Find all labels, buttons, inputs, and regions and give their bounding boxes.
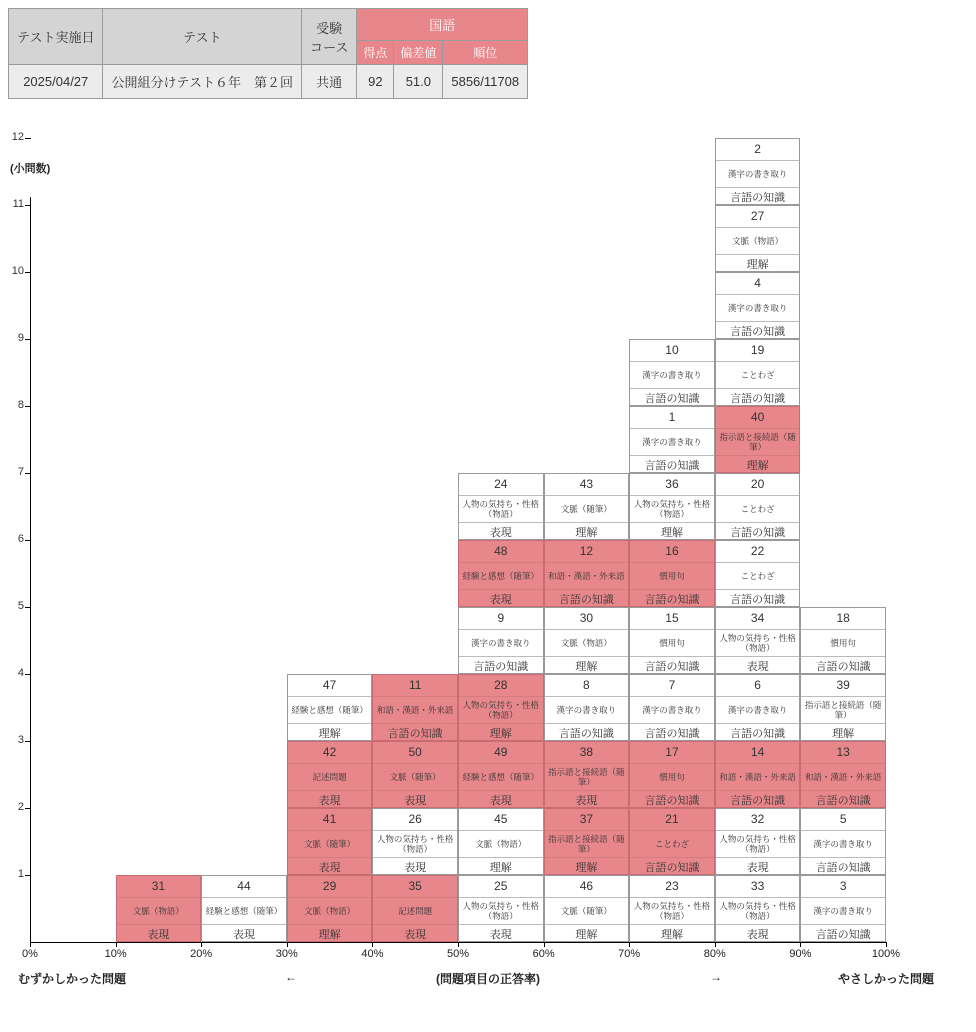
question-category: 表現 (404, 862, 427, 874)
question-cell[interactable] (715, 473, 801, 540)
question-topic: 文脈（随筆） (545, 496, 629, 523)
question-number: 47 (288, 675, 372, 697)
question-cell[interactable] (544, 674, 630, 741)
question-category: 理解 (832, 728, 855, 740)
y-axis-line (30, 197, 31, 942)
question-category: 表現 (746, 929, 769, 941)
question-category: 言語の知識 (730, 192, 786, 204)
question-cell[interactable] (458, 875, 544, 942)
question-number: 46 (545, 876, 629, 898)
question-category: 言語の知識 (644, 594, 700, 606)
header-deviation: 偏差値 (394, 41, 443, 65)
question-number: 37 (545, 809, 629, 831)
question-number: 31 (117, 876, 201, 898)
question-cell[interactable] (116, 875, 202, 942)
question-number: 24 (459, 474, 543, 496)
y-tick-label: 11 (12, 198, 24, 210)
question-cell[interactable] (800, 741, 886, 808)
x-tick-label: 40% (361, 948, 384, 960)
y-tick-mark (25, 808, 31, 809)
question-cell[interactable] (715, 205, 801, 272)
question-cell[interactable] (800, 875, 886, 942)
question-number: 43 (545, 474, 629, 496)
question-cell[interactable] (287, 741, 373, 808)
question-category: 理解 (575, 661, 598, 673)
question-category: 理解 (575, 527, 598, 539)
y-tick-mark (25, 406, 31, 407)
question-category: 言語の知識 (558, 594, 614, 606)
question-topic: 人物の気持ち・性格（物語） (716, 898, 800, 925)
cell-date: 2025/04/27 (9, 65, 103, 99)
question-category: 言語の知識 (644, 393, 700, 405)
question-topic: 人物の気持ち・性格（物語） (459, 898, 543, 925)
question-category: 理解 (489, 862, 512, 874)
x-tick-mark (544, 942, 545, 947)
question-topic: 漢字の書き取り (801, 898, 885, 925)
question-topic: 文脈（物語） (716, 228, 800, 255)
question-category: 言語の知識 (815, 862, 871, 874)
question-cell[interactable] (629, 741, 715, 808)
question-category: 理解 (318, 728, 341, 740)
question-topic: 漢字の書き取り (630, 429, 714, 456)
question-category: 言語の知識 (473, 661, 529, 673)
question-number: 23 (630, 876, 714, 898)
question-topic: 漢字の書き取り (545, 697, 629, 724)
question-cell[interactable] (544, 607, 630, 674)
question-topic: 経験と感想（随筆） (202, 898, 286, 925)
y-tick-mark (25, 272, 31, 273)
question-number: 30 (545, 608, 629, 630)
question-topic: 人物の気持ち・性格（物語） (459, 496, 543, 523)
question-category: 言語の知識 (730, 594, 786, 606)
question-cell[interactable] (372, 674, 458, 741)
question-cell[interactable] (715, 875, 801, 942)
y-tick-mark (25, 540, 31, 541)
question-topic: 文脈（随筆） (545, 898, 629, 925)
y-tick-label: 5 (17, 600, 24, 612)
question-number: 22 (716, 541, 800, 563)
question-number: 34 (716, 608, 800, 630)
question-cell[interactable] (715, 339, 801, 406)
question-cell[interactable] (629, 339, 715, 406)
question-number: 45 (459, 809, 543, 831)
y-tick-label: 6 (17, 533, 24, 545)
question-cell[interactable] (544, 808, 630, 875)
question-category: 表現 (404, 795, 427, 807)
question-category: 言語の知識 (644, 728, 700, 740)
question-category: 言語の知識 (387, 728, 443, 740)
question-topic: 和語・漢語・外来語 (716, 764, 800, 791)
question-number: 32 (716, 809, 800, 831)
header-test: テスト (103, 9, 301, 65)
question-topic: 経験と感想（随筆） (459, 563, 543, 590)
y-tick-label: 1 (17, 868, 24, 880)
y-axis-label: (小問数) (10, 163, 51, 175)
header-subject: 国語 (357, 9, 528, 41)
question-topic: 経験と感想（随筆） (288, 697, 372, 724)
x-tick-mark (458, 942, 459, 947)
x-tick-mark (629, 942, 630, 947)
question-category: 言語の知識 (730, 326, 786, 338)
y-tick-mark (25, 875, 31, 876)
question-category: 言語の知識 (644, 795, 700, 807)
report-page (0, 8, 976, 1032)
question-category: 言語の知識 (644, 661, 700, 673)
cell-rank: 5856/11708 (443, 65, 528, 99)
y-tick-label: 7 (17, 466, 24, 478)
x-tick-label: 100% (871, 948, 901, 960)
question-topic: ことわざ (716, 496, 800, 523)
header-course-line2: コース (309, 39, 349, 55)
question-number: 40 (716, 407, 800, 429)
y-tick-label: 8 (17, 399, 24, 411)
question-category: 表現 (489, 527, 512, 539)
question-cell[interactable] (458, 540, 544, 607)
question-number: 36 (630, 474, 714, 496)
question-topic: ことわざ (716, 362, 800, 389)
question-topic: 記述問題 (288, 764, 372, 791)
question-number: 26 (373, 809, 457, 831)
question-number: 33 (716, 876, 800, 898)
question-topic: 人物の気持ち・性格（物語） (716, 831, 800, 858)
question-category: 言語の知識 (644, 862, 700, 874)
table-header-row (9, 9, 528, 41)
x-tick-label: 70% (618, 948, 641, 960)
question-topic: 人物の気持ち・性格（物語） (630, 496, 714, 523)
question-cell[interactable] (715, 741, 801, 808)
question-category: 理解 (575, 862, 598, 874)
x-tick-mark (372, 942, 373, 947)
question-category: 理解 (660, 527, 683, 539)
question-topic: 人物の気持ち・性格（物語） (459, 697, 543, 724)
question-category: 表現 (489, 929, 512, 941)
question-cell[interactable] (372, 808, 458, 875)
question-number: 20 (716, 474, 800, 496)
question-category: 表現 (746, 862, 769, 874)
question-cell[interactable] (287, 674, 373, 741)
x-tick-label: 50% (446, 948, 470, 960)
x-tick-mark (201, 942, 202, 947)
question-cell[interactable] (544, 741, 630, 808)
question-distribution-chart (0, 131, 976, 1013)
question-number: 49 (459, 742, 543, 764)
question-category: 言語の知識 (730, 527, 786, 539)
question-topic: ことわざ (716, 563, 800, 590)
x-tick-mark (715, 942, 716, 947)
header-score: 得点 (357, 41, 394, 65)
question-category: 表現 (318, 862, 341, 874)
y-tick-label: 2 (17, 801, 24, 813)
question-number: 2 (716, 139, 800, 161)
question-category: 言語の知識 (644, 460, 700, 472)
question-cell[interactable] (800, 808, 886, 875)
question-number: 19 (716, 340, 800, 362)
question-topic: 文脈（随筆） (373, 764, 457, 791)
header-course-line1: 受験 (316, 20, 343, 36)
question-category: 表現 (489, 594, 512, 606)
question-number: 1 (630, 407, 714, 429)
question-number: 42 (288, 742, 372, 764)
question-number: 39 (801, 675, 885, 697)
question-topic: 漢字の書き取り (716, 295, 800, 322)
y-tick-label: 4 (17, 667, 24, 679)
x-tick-mark (800, 942, 801, 947)
question-category: 理解 (746, 259, 769, 271)
question-cell[interactable] (629, 875, 715, 942)
x-tick-label: 80% (703, 948, 726, 960)
question-cell[interactable] (715, 138, 801, 205)
x-tick-label: 30% (275, 948, 298, 960)
question-cell[interactable] (458, 741, 544, 808)
y-tick-mark (25, 205, 31, 206)
question-number: 3 (801, 876, 885, 898)
question-cell[interactable] (458, 674, 544, 741)
question-topic: 人物の気持ち・性格（物語） (716, 630, 800, 657)
y-tick-mark (25, 607, 31, 608)
question-number: 18 (801, 608, 885, 630)
question-cell[interactable] (715, 607, 801, 674)
question-topic: 漢字の書き取り (716, 161, 800, 188)
question-cell[interactable] (629, 808, 715, 875)
question-topic: 指示語と接続語（随筆） (545, 831, 629, 858)
question-topic: 漢字の書き取り (630, 362, 714, 389)
question-number: 12 (545, 541, 629, 563)
table-row (9, 65, 528, 99)
question-topic: 漢字の書き取り (630, 697, 714, 724)
question-number: 10 (630, 340, 714, 362)
question-number: 35 (373, 876, 457, 898)
y-tick-label: 3 (17, 734, 24, 746)
cell-score: 92 (357, 65, 394, 99)
question-number: 50 (373, 742, 457, 764)
question-category: 言語の知識 (730, 393, 786, 405)
question-number: 8 (545, 675, 629, 697)
question-cell[interactable] (715, 406, 801, 473)
question-number: 28 (459, 675, 543, 697)
question-topic: 和語・漢語・外来語 (373, 697, 457, 724)
question-category: 理解 (575, 929, 598, 941)
x-tick-label: 60% (532, 948, 555, 960)
question-topic: 人物の気持ち・性格（物語） (373, 831, 457, 858)
question-category: 言語の知識 (558, 728, 614, 740)
summary-table (8, 8, 528, 99)
question-number: 21 (630, 809, 714, 831)
question-category: 表現 (318, 795, 341, 807)
question-category: 表現 (404, 929, 427, 941)
question-cell[interactable] (800, 674, 886, 741)
question-number: 29 (288, 876, 372, 898)
question-number: 15 (630, 608, 714, 630)
question-number: 16 (630, 541, 714, 563)
x-tick-label: 20% (190, 948, 213, 960)
y-tick-mark (25, 339, 31, 340)
question-cell[interactable] (715, 272, 801, 339)
question-cell[interactable] (629, 473, 715, 540)
question-cell[interactable] (629, 607, 715, 674)
question-number: 41 (288, 809, 372, 831)
question-number: 13 (801, 742, 885, 764)
question-number: 7 (630, 675, 714, 697)
question-topic: 漢字の書き取り (459, 630, 543, 657)
question-cell[interactable] (544, 875, 630, 942)
question-cell[interactable] (458, 607, 544, 674)
cell-test: 公開組分けテスト６年 第２回 (103, 65, 301, 99)
question-number: 25 (459, 876, 543, 898)
question-number: 6 (716, 675, 800, 697)
question-topic: 慣用句 (630, 563, 714, 590)
x-tick-label: 0% (22, 948, 38, 960)
y-tick-mark (25, 674, 31, 675)
question-category: 理解 (318, 929, 341, 941)
question-cell[interactable] (201, 875, 287, 942)
question-cell[interactable] (544, 540, 630, 607)
question-topic: 文脈（物語） (545, 630, 629, 657)
header-course (301, 9, 356, 65)
question-number: 48 (459, 541, 543, 563)
question-number: 44 (202, 876, 286, 898)
question-number: 9 (459, 608, 543, 630)
question-category: 理解 (660, 929, 683, 941)
y-tick-label: 12 (11, 131, 24, 143)
question-topic: ことわざ (630, 831, 714, 858)
question-topic: 人物の気持ち・性格（物語） (630, 898, 714, 925)
x-tick-mark (287, 942, 288, 947)
question-category: 言語の知識 (815, 661, 871, 673)
question-cell[interactable] (458, 473, 544, 540)
question-cell[interactable] (287, 808, 373, 875)
question-number: 4 (716, 273, 800, 295)
question-category: 言語の知識 (730, 795, 786, 807)
x-tick-mark (30, 942, 31, 947)
x-tick-label: 10% (104, 948, 127, 960)
y-tick-label: 9 (17, 332, 24, 344)
question-topic: 慣用句 (801, 630, 885, 657)
header-date: テスト実施日 (9, 9, 103, 65)
question-topic: 和語・漢語・外来語 (801, 764, 885, 791)
question-cell[interactable] (287, 875, 373, 942)
question-topic: 漢字の書き取り (716, 697, 800, 724)
question-number: 38 (545, 742, 629, 764)
question-cell[interactable] (629, 674, 715, 741)
x-axis-label: (問題項目の正答率) (436, 972, 540, 986)
header-rank: 順位 (443, 41, 528, 65)
question-cell[interactable] (372, 741, 458, 808)
question-number: 27 (716, 206, 800, 228)
question-number: 14 (716, 742, 800, 764)
question-topic: 文脈（物語） (459, 831, 543, 858)
question-topic: 指示語と接続語（随筆） (801, 697, 885, 724)
question-cell[interactable] (372, 875, 458, 942)
question-category: 表現 (147, 929, 170, 941)
question-category: 理解 (489, 728, 512, 740)
question-cell[interactable] (715, 674, 801, 741)
question-category: 表現 (575, 795, 598, 807)
arrow-left-icon: ← (285, 970, 297, 984)
question-topic: 文脈（物語） (288, 898, 372, 925)
question-topic: 文脈（物語） (117, 898, 201, 925)
cell-course: 共通 (301, 65, 356, 99)
question-category: 理解 (746, 460, 769, 472)
question-category: 表現 (232, 929, 255, 941)
question-number: 17 (630, 742, 714, 764)
question-cell[interactable] (800, 607, 886, 674)
question-cell[interactable] (629, 540, 715, 607)
question-category: 言語の知識 (730, 728, 786, 740)
question-topic: 経験と感想（随筆） (459, 764, 543, 791)
question-topic: 慣用句 (630, 764, 714, 791)
question-cell[interactable] (544, 473, 630, 540)
question-cell[interactable] (715, 540, 801, 607)
x-tick-mark (886, 942, 887, 947)
y-tick-mark (25, 741, 31, 742)
question-category: 表現 (746, 661, 769, 673)
question-topic: 指示語と接続語（随筆） (545, 764, 629, 791)
question-topic: 漢字の書き取り (801, 831, 885, 858)
y-tick-mark (25, 138, 31, 139)
question-number: 11 (373, 675, 457, 697)
x-tick-mark (116, 942, 117, 947)
question-topic: 指示語と接続語（随筆） (716, 429, 800, 456)
question-category: 言語の知識 (815, 929, 871, 941)
x-axis-label-right: やさしかった問題 (837, 972, 934, 986)
question-cell[interactable] (715, 808, 801, 875)
question-category: 言語の知識 (815, 795, 871, 807)
y-tick-label: 10 (11, 265, 24, 277)
x-axis-label-left: むずかしかった問題 (18, 972, 127, 986)
y-tick-mark (25, 473, 31, 474)
question-cell[interactable] (458, 808, 544, 875)
question-cell[interactable] (629, 406, 715, 473)
arrow-right-icon: → (710, 970, 722, 984)
question-category: 表現 (489, 795, 512, 807)
question-number: 5 (801, 809, 885, 831)
question-topic: 和語・漢語・外来語 (545, 563, 629, 590)
x-tick-label: 90% (789, 948, 812, 960)
question-topic: 文脈（随筆） (288, 831, 372, 858)
cell-deviation: 51.0 (394, 65, 443, 99)
question-topic: 記述問題 (373, 898, 457, 925)
question-topic: 慣用句 (630, 630, 714, 657)
